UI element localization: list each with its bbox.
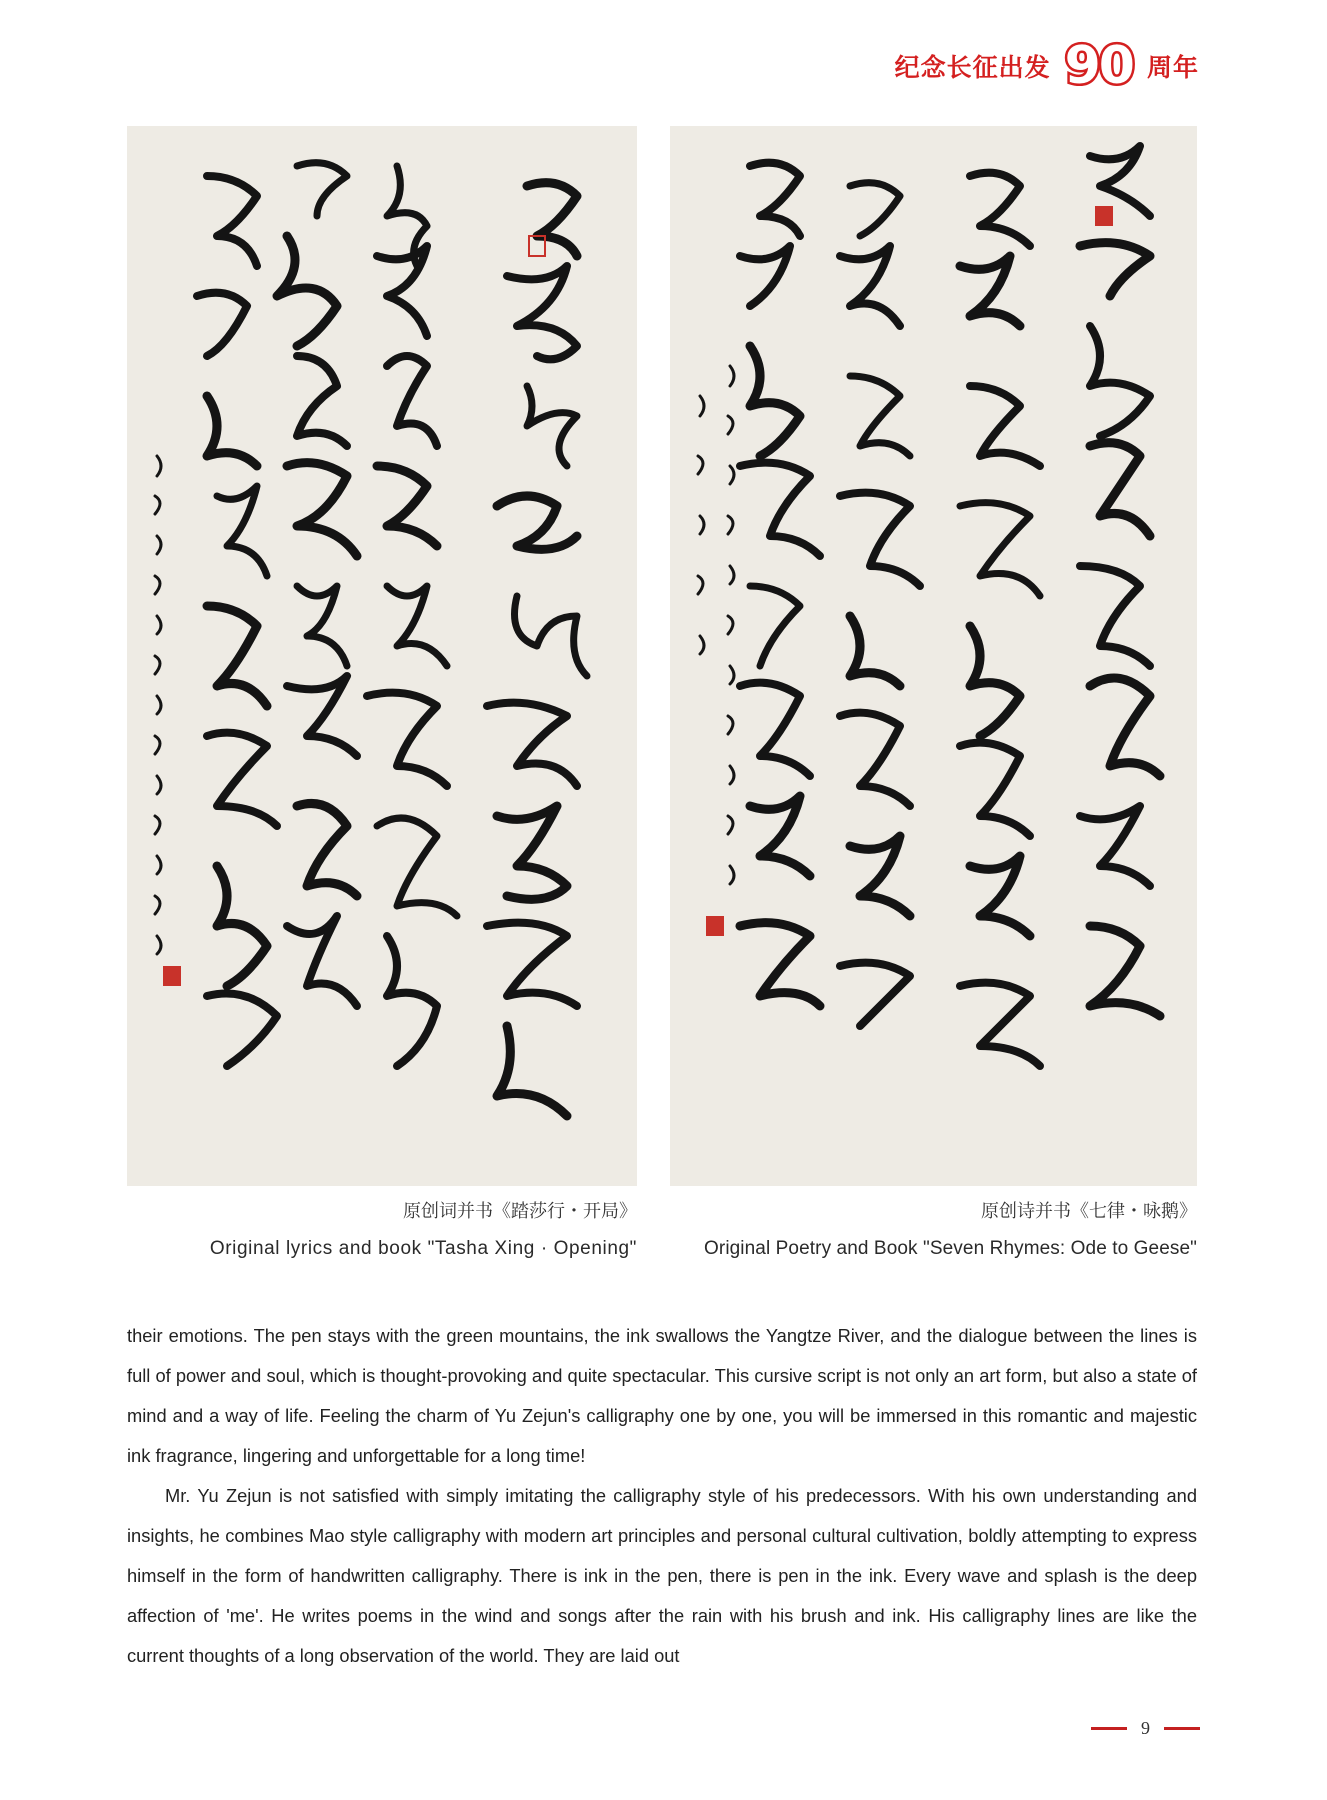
- header-suffix: 周年: [1146, 53, 1199, 82]
- caption-left-chinese: 原创词并书《踏莎行・开局》: [403, 1201, 637, 1222]
- article-body: [127, 1316, 1197, 1676]
- page-footer: [1091, 1718, 1200, 1739]
- caption-right-chinese: 原创诗并书《七律・咏鹅》: [981, 1201, 1197, 1222]
- caption-right-english: Original Poetry and Book "Seven Rhymes: Ode to Geese": [704, 1238, 1197, 1259]
- calligraphy-image-right: [670, 126, 1197, 1186]
- page-header: [894, 36, 1199, 96]
- header-title: 纪念长征出发: [894, 53, 1051, 82]
- calligraphy-artwork-right: [670, 126, 1197, 1186]
- header-anniversary-number: 90: [1064, 36, 1133, 96]
- calligraphy-image-left: [127, 126, 637, 1186]
- calligraphy-artwork-left: [127, 126, 637, 1186]
- caption-left-english: Original lyrics and book "Tasha Xing · Opening": [209, 1238, 637, 1259]
- paragraph-1: their emotions. The pen stays with the green mountains, the ink swallows the Yangtze River, and the dialogue between the lines is full of power and soul, which is thought-provoking and quite spectacular. This cursive script is not only an art form, but also a state of mind and a way of life. Feeling the charm of Yu Zejun's calligraphy one by one, you will be immersed in this romantic and majestic ink fragrance, lingering and unforgettable for a long time!: [127, 1325, 1197, 1466]
- footer-rule-left: [1091, 1727, 1127, 1730]
- paragraph-2: Mr. Yu Zejun is not satisfied with simply imitating the calligraphy style of his predecessors. With his own understanding and insights, he combines Mao style calligraphy with modern art principles and personal cultural cultivation, boldly attempting to express himself in the form of handwritten calligraphy. There is ink in the pen, there is pen in the ink. Every wave and splash is the deep affection of 'me'. He writes poems in the wind and songs after the rain with his brush and ink. His calligraphy lines are like the current thoughts of a long observation of the world. They are laid out: [127, 1485, 1197, 1666]
- page-number: 9: [1141, 1718, 1150, 1738]
- footer-rule-right: [1164, 1727, 1200, 1730]
